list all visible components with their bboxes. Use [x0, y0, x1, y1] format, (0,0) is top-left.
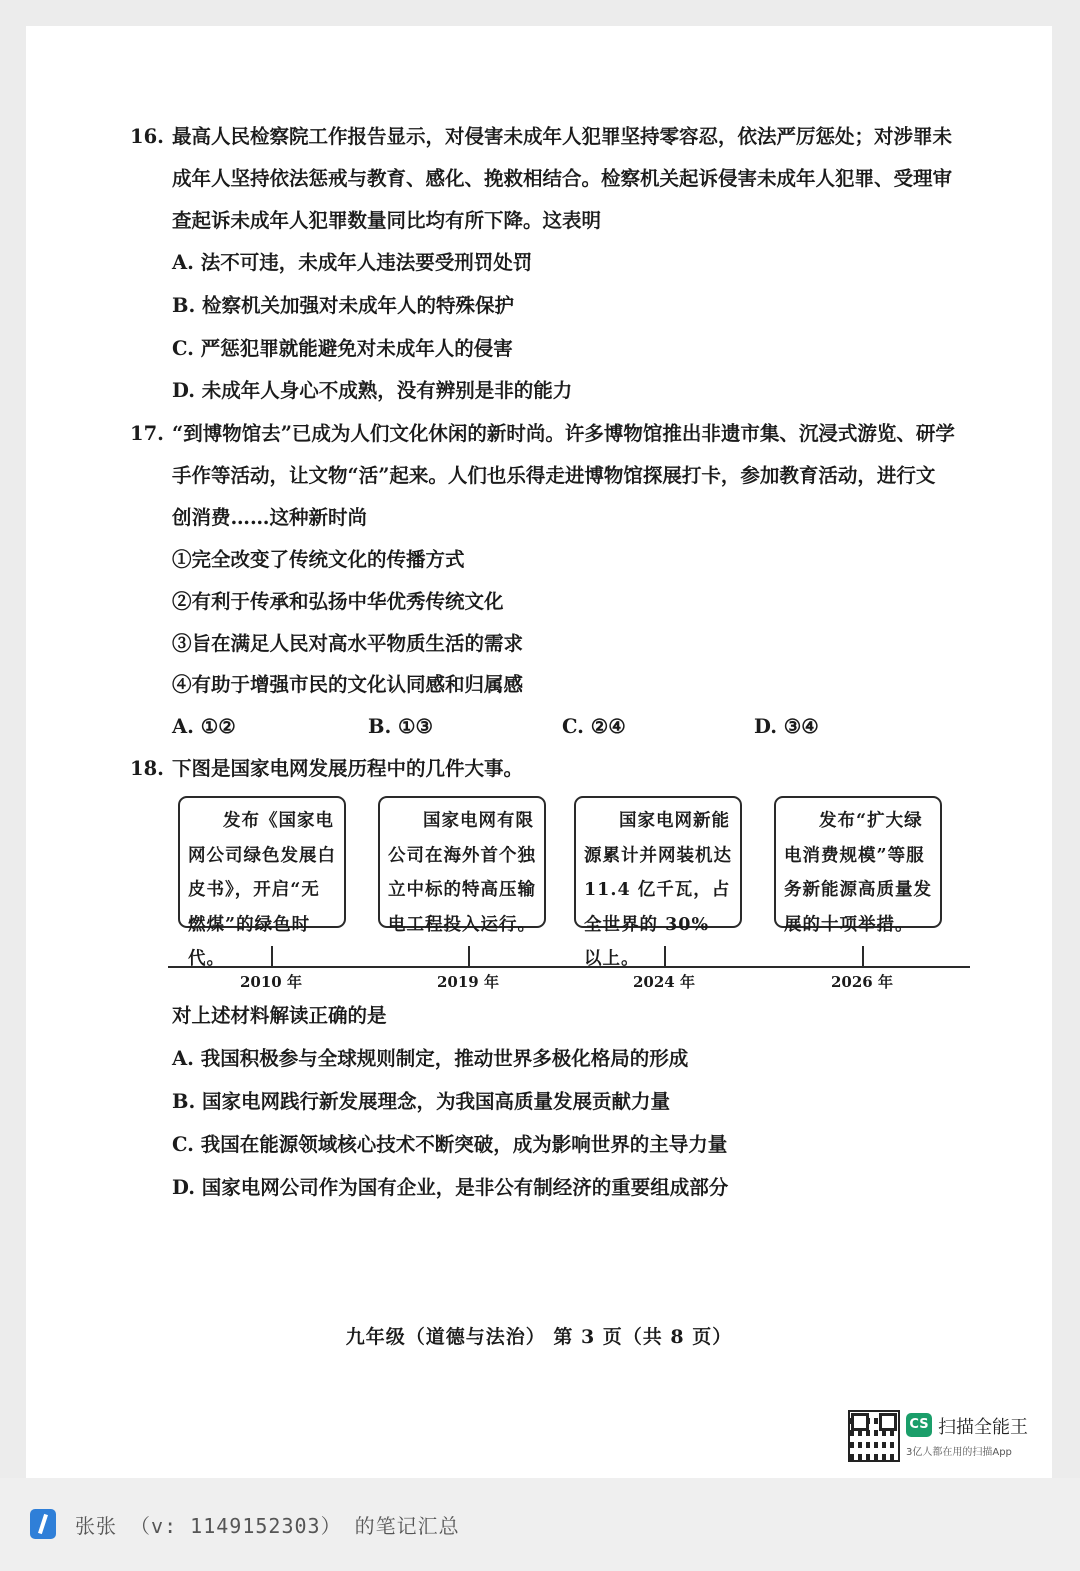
q17-number: 17.	[130, 422, 164, 445]
timeline-event-2026: 发布“扩大绿电消费规模”等服务新能源高质量发展的十项举措。	[774, 796, 942, 928]
q17-stem-line-3: 创消费……这种新时尚	[172, 506, 368, 529]
q17-statement-2: ②有利于传承和弘扬中华优秀传统文化	[172, 590, 504, 613]
timeline-event-2010: 发布《国家电网公司绿色发展白皮书》，开启“无燃煤”的绿色时代。	[178, 796, 346, 928]
camscanner-name: 扫描全能王	[938, 1417, 1028, 1438]
timeline-year-2026: 2026 年	[831, 973, 893, 991]
note-app-icon[interactable]	[30, 1509, 56, 1539]
q17-stem-line-2: 手作等活动，让文物“活”起来。人们也乐得走进博物馆探展打卡，参加教育活动，进行文	[172, 464, 936, 487]
q17-statement-3: ③旨在满足人民对高水平物质生活的需求	[172, 632, 524, 655]
q16-option-d: D. 未成年人身心不成熟，没有辨别是非的能力	[172, 379, 573, 402]
q17-option-d: D. ③④	[754, 715, 819, 738]
q16-stem-line-2: 成年人坚持依法惩戒与教育、感化、挽救相结合。检察机关起诉侵害未成年人犯罪、受理审	[172, 167, 953, 190]
timeline-tick-2024	[664, 946, 666, 966]
exam-page	[26, 26, 1052, 1478]
q16-stem-line-1: 最高人民检察院工作报告显示，对侵害未成年人犯罪坚持零容忍，依法严厉惩处；对涉罪未	[172, 125, 953, 148]
camscanner-logo-icon: CS	[906, 1413, 932, 1437]
q17-option-a: A. ①②	[172, 715, 236, 738]
timeline-year-2024: 2024 年	[633, 973, 695, 991]
q16-option-a: A. 法不可违，未成年人违法要受刑罚处罚	[172, 251, 533, 274]
camscanner-tagline: 3亿人都在用的扫描App	[906, 1447, 1012, 1458]
q18-prompt: 对上述材料解读正确的是	[172, 1004, 387, 1027]
timeline-tick-2010	[271, 946, 273, 966]
q17-stem-line-1: “到博物馆去”已成为人们文化休闲的新时尚。许多博物馆推出非遗市集、沉浸式游览、研学	[172, 422, 955, 445]
timeline-year-2019: 2019 年	[437, 973, 499, 991]
q17-option-b: B. ①③	[368, 715, 434, 738]
q17-statement-1: ①完全改变了传统文化的传播方式	[172, 548, 465, 571]
q18-option-d: D. 国家电网公司作为国有企业，是非公有制经济的重要组成部分	[172, 1176, 729, 1199]
timeline-tick-2026	[862, 946, 864, 966]
q16-option-c: C. 严惩犯罪就能避免对未成年人的侵害	[172, 337, 513, 360]
note-collection-label[interactable]: 张张 （v: 1149152303） 的笔记汇总	[75, 1514, 460, 1538]
timeline-axis	[168, 966, 970, 968]
q18-option-a: A. 我国积极参与全球规则制定，推动世界多极化格局的形成	[172, 1047, 689, 1070]
timeline-event-2019: 国家电网有限公司在海外首个独立中标的特高压输电工程投入运行。	[378, 796, 546, 928]
timeline-event-2024: 国家电网新能源累计并网装机达11.4 亿千瓦，占全世界的 30% 以上。	[574, 796, 742, 928]
timeline-year-2010: 2010 年	[240, 973, 302, 991]
q17-option-c: C. ②④	[562, 715, 626, 738]
qr-code-icon	[848, 1410, 900, 1462]
q18-option-c: C. 我国在能源领域核心技术不断突破，成为影响世界的主导力量	[172, 1133, 728, 1156]
q18-option-b: B. 国家电网践行新发展理念，为我国高质量发展贡献力量	[172, 1090, 671, 1113]
q16-stem-line-3: 查起诉未成年人犯罪数量同比均有所下降。这表明	[172, 209, 602, 232]
q17-statement-4: ④有助于增强市民的文化认同感和归属感	[172, 673, 524, 696]
q18-intro: 下图是国家电网发展历程中的几件大事。	[172, 757, 524, 780]
q18-number: 18.	[130, 757, 164, 780]
timeline-tick-2019	[468, 946, 470, 966]
q16-option-b: B. 检察机关加强对未成年人的特殊保护	[172, 294, 515, 317]
q17-options-row	[172, 706, 872, 748]
page-footer: 九年级（道德与法治） 第 3 页（共 8 页）	[345, 1326, 733, 1348]
q16-number: 16.	[130, 125, 164, 148]
